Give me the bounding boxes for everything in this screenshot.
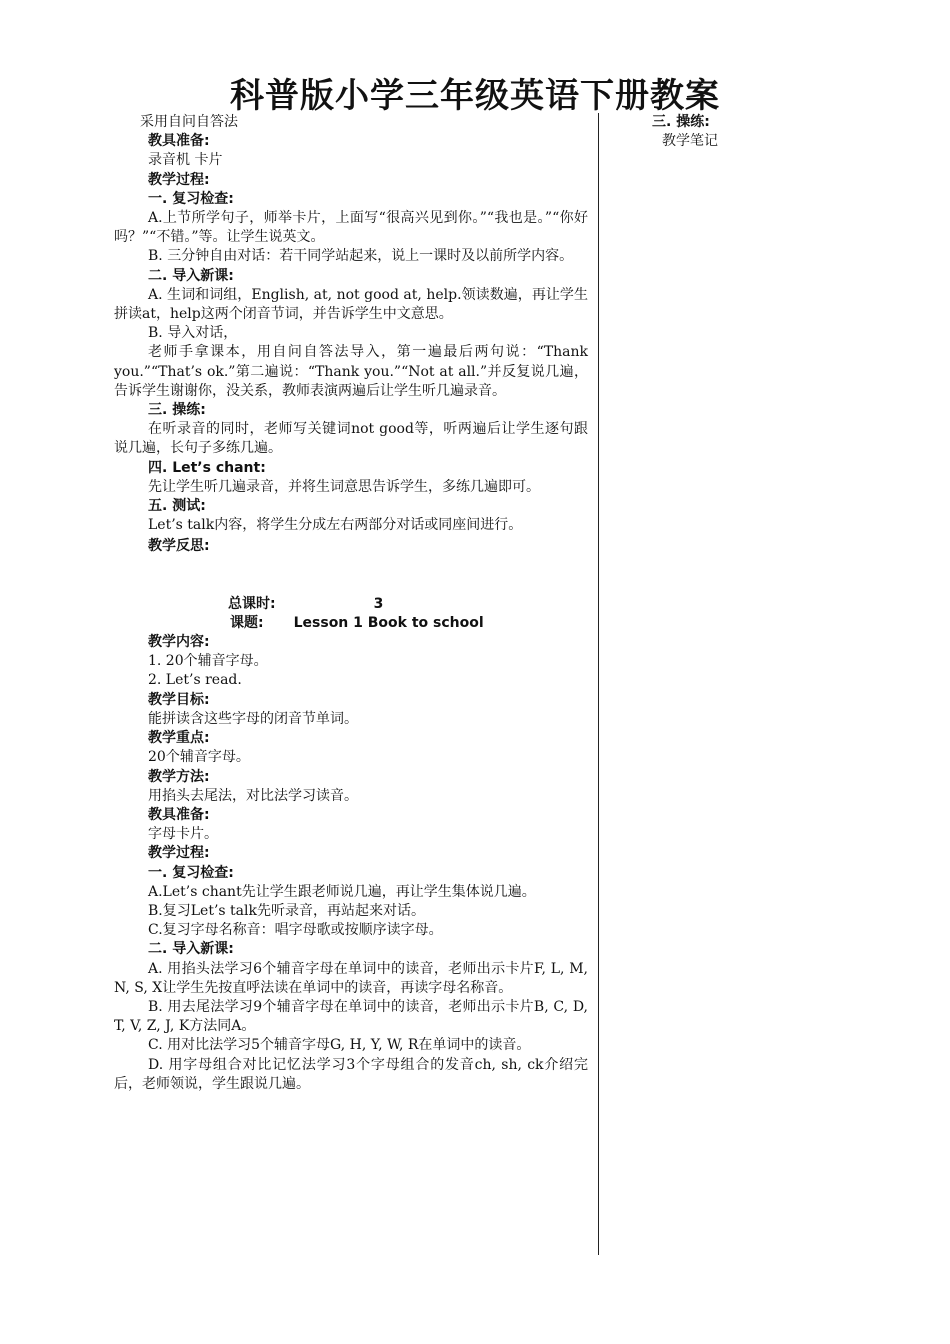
prep-heading-2: 教具准备: [148, 806, 210, 823]
prep-text: 录音机 卡片 [148, 152, 223, 169]
prep-text-2: 字母卡片。 [148, 826, 218, 843]
chant-text: 先让学生听几遍录音，并将生词意思告诉学生，多练几遍即可。 [148, 478, 540, 495]
test-heading: 五. 测试: [148, 498, 206, 515]
key-heading: 教学重点: [148, 730, 210, 747]
topic-value: Lesson 1 Book to school [293, 614, 484, 631]
key-text: 20个辅音字母。 [148, 749, 250, 766]
method-heading: 教学方法: [148, 768, 210, 785]
practice-heading: 三. 操练: [148, 402, 206, 419]
review-item-c-2: C.复习字母名称音：唱字母歌或按顺序读字母。 [148, 922, 443, 939]
review-heading-2: 一. 复习检查: [148, 864, 234, 881]
review-item-b: B. 三分钟自由对话：若干同学站起来，说上一课时及以前所学内容。 [148, 248, 574, 265]
side-column [652, 113, 892, 151]
new-lesson-item-b-title: B. 导入对话， [148, 325, 238, 342]
method-line: 采用自问自答法 [140, 114, 238, 130]
total-lessons-label: 总课时: [228, 595, 276, 612]
review-item-b-2: B.复习Let’s talk先听录音，再站起来对话。 [148, 902, 425, 919]
review-item-a-2: A.Let’s chant先让学生跟老师说几遍，再让学生集体说几遍。 [148, 883, 536, 900]
method-text: 用掐头去尾法，对比法学习读音。 [148, 787, 358, 804]
column-divider [598, 113, 599, 1255]
content-heading: 教学内容: [148, 634, 210, 651]
prep-heading: 教具准备: [148, 133, 210, 150]
test-text: Let’s talk内容，将学生分成左右两部分对话或同座间进行。 [148, 517, 523, 534]
new-lesson-item-a: A. 生词和词组，English, at, not good at, help.领读数遍，再让学生拼读at，help这两个闭音节词，并告诉学生中文意思。 [114, 286, 588, 323]
review-item-a: A.上节所学句子，师举卡片，上面写“很高兴见到你。”“我也是。”“你好吗？”“不错。”等。让学生说英文。 [114, 210, 588, 246]
review-heading: 一. 复习检查: [148, 190, 234, 207]
new-lesson-item-a-2: A. 用掐头法学习6个辅音字母在单词中的读音，老师出示卡片F, L, M, N, S, X让学生先按直呼法读在单词中的读音，再读字母名称音。 [114, 960, 588, 996]
goal-text: 能拼读含这些字母的闭音节单词。 [148, 710, 358, 727]
reflection-heading: 教学反思: [148, 538, 210, 555]
content-item-1: 1. 20个辅音字母。 [148, 653, 268, 670]
new-lesson-item-b-text: 老师手拿课本，用自问自答法导入，第一遍最后两句说：“Thank you.”“That’s ok.”第二遍说：“Thank you.”“Not at all.”并反复说几遍，告诉学生谢谢你，没关系，教师表演两遍后让学生听几遍录音。 [114, 344, 588, 399]
page-title: 科普版小学三年级英语下册教案 [230, 76, 720, 116]
total-lessons-value: 3 [373, 595, 384, 612]
new-lesson-heading-2: 二. 导入新课: [148, 941, 234, 958]
process-heading-2: 教学过程: [148, 845, 210, 862]
main-column [114, 113, 588, 1094]
total-lessons [114, 595, 588, 614]
goal-heading: 教学目标: [148, 691, 210, 708]
content-item-2: 2. Let’s read. [148, 672, 242, 689]
new-lesson-item-c-2: C. 用对比法学习5个辅音字母G, H, Y, W, R在单词中的读音。 [148, 1037, 531, 1054]
topic-label: 课题: [230, 614, 264, 631]
side-note: 教学笔记 [662, 133, 718, 150]
new-lesson-item-d-2: D. 用字母组合对比记忆法学习3个字母组合的发音ch, sh, ck介绍完后，老师领说，学生跟说几遍。 [114, 1056, 588, 1092]
practice-text: 在听录音的同时，老师写关键词not good等，听两遍后让学生逐句跟说几遍，长句子多练几遍。 [114, 421, 588, 457]
new-lesson-item-b-2: B. 用去尾法学习9个辅音字母在单词中的读音，老师出示卡片B, C, D, T, V, Z, J, K方法同A。 [114, 998, 588, 1035]
side-heading: 三. 操练: [652, 114, 710, 130]
lesson-topic [114, 614, 588, 633]
process-heading: 教学过程: [148, 171, 210, 188]
new-lesson-heading: 二. 导入新课: [148, 267, 234, 284]
chant-heading: 四. Let’s chant: [148, 459, 266, 476]
